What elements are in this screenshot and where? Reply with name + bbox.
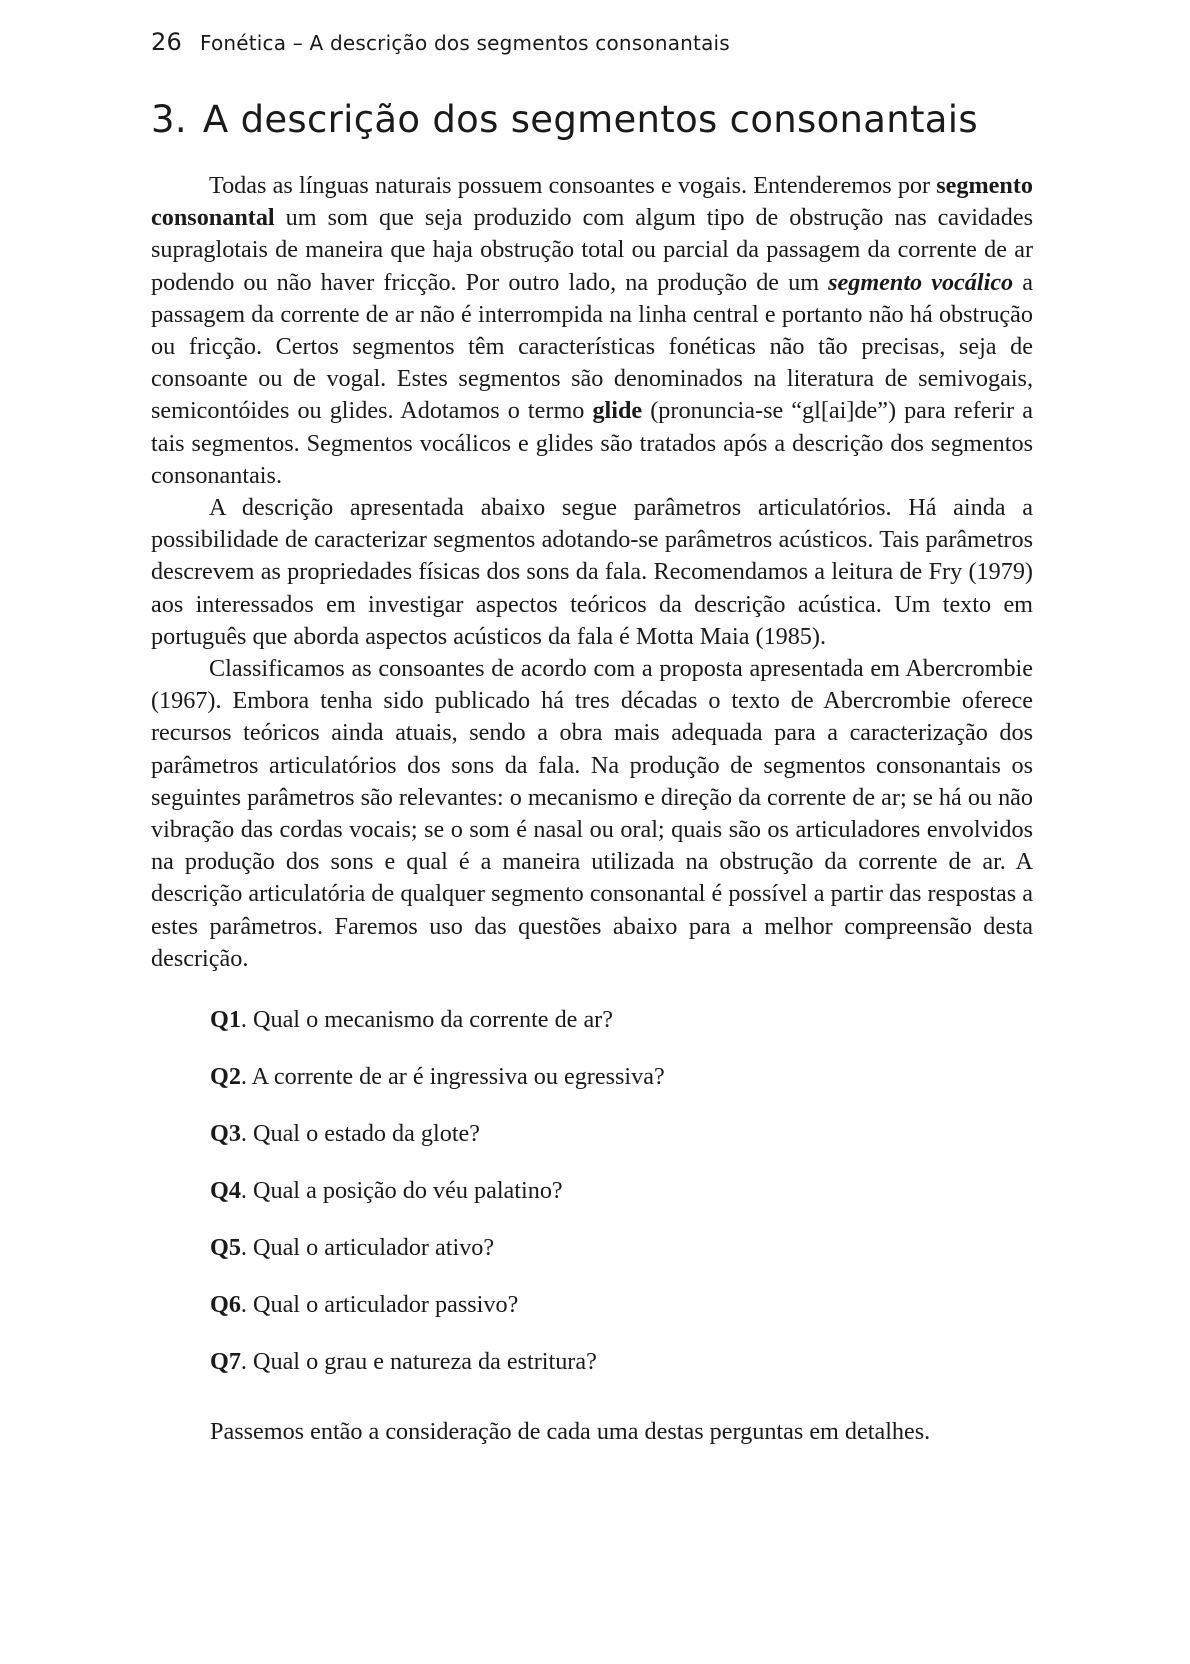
question-label: Q1 bbox=[210, 1006, 241, 1033]
term-segmento-vocalico: segmento vocálico bbox=[828, 268, 1014, 296]
term-glide: glide bbox=[592, 397, 643, 425]
paragraph-2: A descrição apresentada abaixo segue parâmetros articulatórios. Há ainda a possibilidade de caracterizar segmentos adotando-se parâmetros acústicos. Tais parâmetros descrevem as propriedades físicas dos sons da fala. Recomendamos a leitura de Fry (1979) aos interessados em investigar aspectos teóricos da descrição acústica. Um texto em português que aborda aspectos acústicos da fala é Motta Maia (1985). bbox=[151, 494, 1033, 650]
question-text: . Qual a posição do véu palatino? bbox=[240, 1177, 563, 1204]
paragraph-1-text-d: (pronuncia-se “gl[ai]de”) para referir a tais segmentos. Segmentos vocálicos e glides são tratados após a descrição dos segmentos consonantais. bbox=[151, 397, 1033, 489]
question-label: Q3 bbox=[210, 1120, 241, 1147]
question-text: . Qual o mecanismo da corrente de ar? bbox=[240, 1006, 613, 1033]
paragraph-3: Classificamos as consoantes de acordo com a proposta apresentada em Abercrombie (1967). Embora tenha sido publicado há tres décadas o texto de Abercrombie oferece recursos teóricos ainda atuais, sendo a obra mais adequada para a caracterização dos parâmetros articulatórios dos sons da fala. Na produção de segmentos consonantais os seguintes parâmetros são relevantes: o mecanismo e direção da corrente de ar; se há ou não vibração das cordas vocais; se o som é nasal ou oral; quais são os articuladores envolvidos na produção dos sons e qual é a maneira utilizada na obstrução da corrente de ar. A descrição articulatória de qualquer segmento consonantal é possível a partir das respostas a estes parâmetros. Faremos uso das questões abaixo para a melhor compreensão desta descrição. bbox=[151, 655, 1033, 972]
question-item bbox=[210, 1289, 665, 1346]
question-text: . A corrente de ar é ingressiva ou egressiva? bbox=[240, 1063, 665, 1090]
question-text: . Qual o articulador passivo? bbox=[240, 1291, 519, 1318]
paragraph-1-text-c: a passagem da corrente de ar não é interrompida na linha central e portanto não há obstrução ou fricção. Certos segmentos têm características fonéticas não tão precisas, seja de consoante ou de vogal. Estes segmentos são denominados na literatura de semivogais, semicontóides ou glides. Adotamos o termo bbox=[151, 268, 1033, 425]
question-item bbox=[210, 1118, 665, 1175]
chapter-title-text: A descrição dos segmentos consonantais bbox=[202, 98, 978, 141]
question-text: . Qual o estado da glote? bbox=[240, 1120, 481, 1147]
body-text bbox=[151, 170, 1033, 975]
paragraph-1-text-a: Todas as línguas naturais possuem consoantes e vogais. Entenderemos por bbox=[209, 172, 937, 199]
question-label: Q2 bbox=[210, 1063, 241, 1090]
question-label: Q7 bbox=[210, 1348, 241, 1375]
question-item bbox=[210, 1232, 665, 1289]
chapter-title bbox=[151, 98, 978, 141]
question-text: . Qual o grau e natureza da estritura? bbox=[240, 1348, 597, 1375]
question-item bbox=[210, 1061, 665, 1118]
running-header bbox=[151, 28, 730, 56]
question-list bbox=[210, 1004, 665, 1403]
question-label: Q4 bbox=[210, 1177, 241, 1204]
running-title: Fonética – A descrição dos segmentos consonantais bbox=[199, 31, 730, 55]
closing-sentence: Passemos então a consideração de cada uma destas perguntas em detalhes. bbox=[210, 1418, 931, 1445]
question-item bbox=[210, 1346, 665, 1403]
question-item bbox=[210, 1175, 665, 1232]
chapter-number: 3. bbox=[151, 98, 187, 141]
paragraph-1-text-b: um som que seja produzido com algum tipo de obstrução nas cavidades supraglotais de maneira que haja obstrução total ou parcial da passagem da corrente de ar podendo ou não haver fricção. Por outro lado, na produção de um bbox=[151, 204, 1033, 296]
question-text: . Qual o articulador ativo? bbox=[240, 1234, 495, 1261]
term-segmento-consonantal: segmento consonantal bbox=[151, 172, 1033, 232]
question-label: Q5 bbox=[210, 1234, 241, 1261]
question-label: Q6 bbox=[210, 1291, 241, 1318]
page-number: 26 bbox=[151, 28, 182, 56]
paragraph-1 bbox=[151, 170, 1033, 492]
question-item bbox=[210, 1004, 665, 1061]
